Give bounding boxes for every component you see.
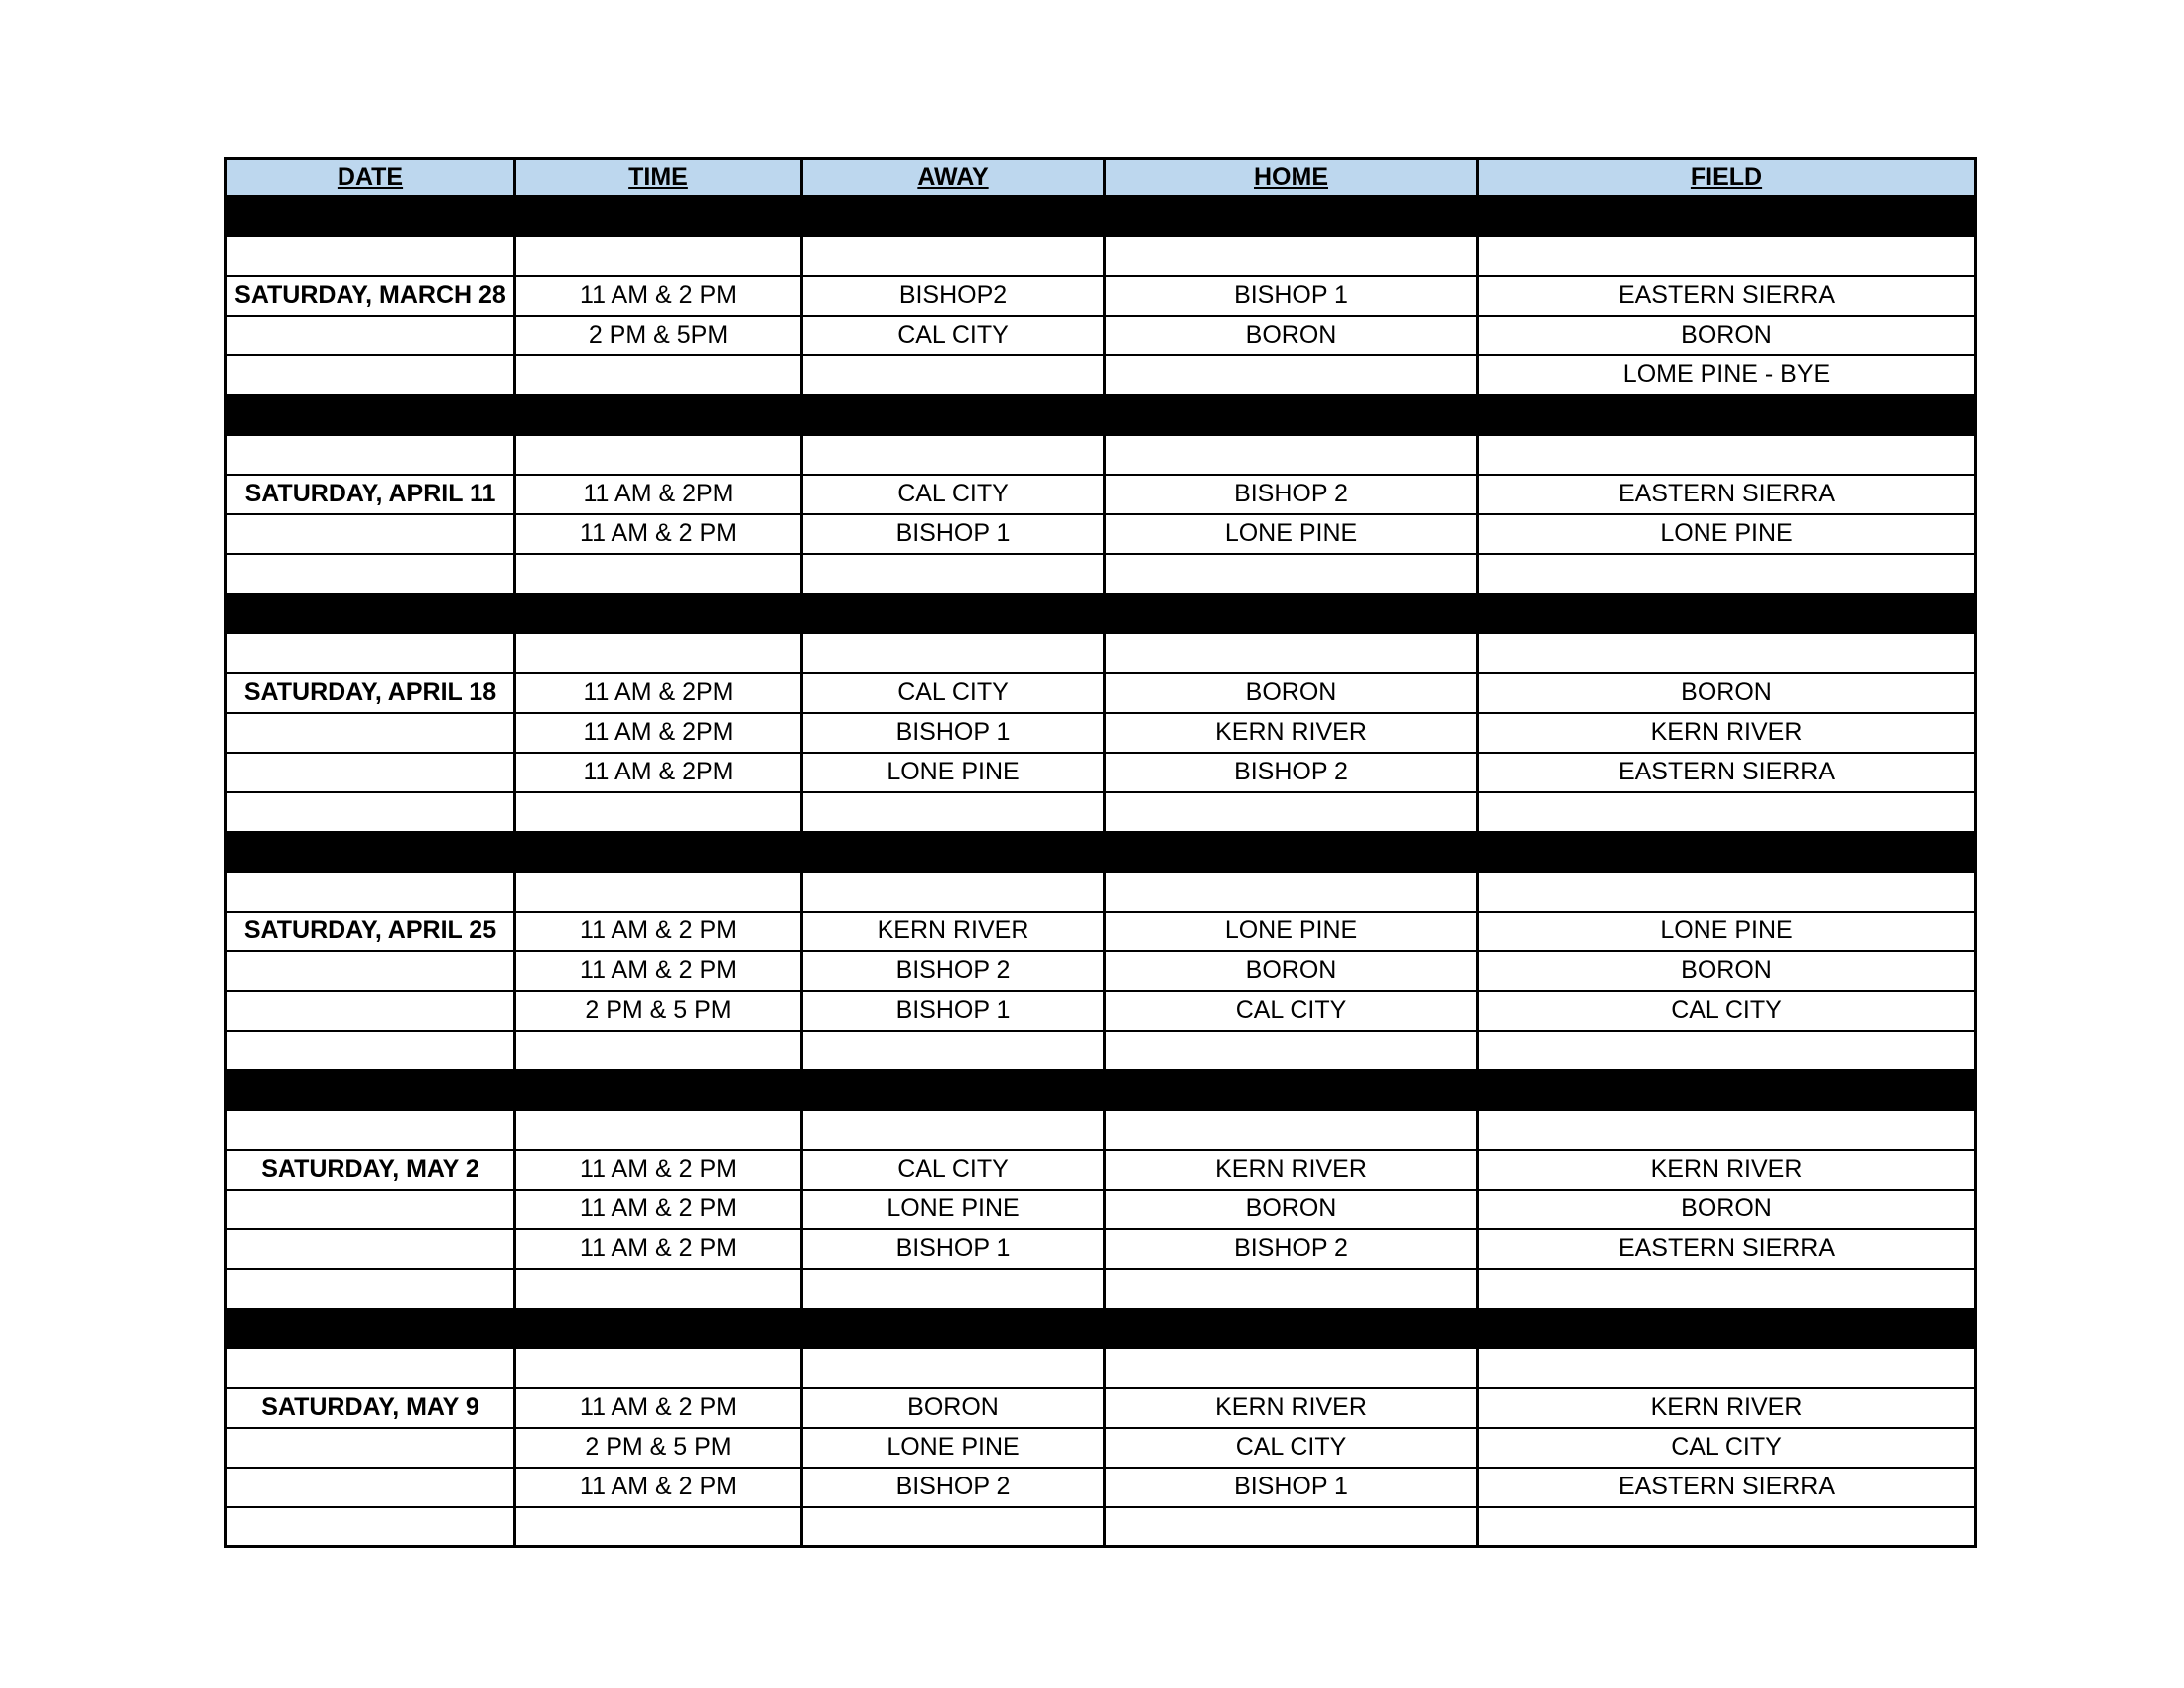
game-away: CAL CITY [802,1150,1105,1190]
blank-cell [515,633,802,673]
blank-cell [226,633,515,673]
separator-cell [515,395,802,435]
blank-row [226,1031,1976,1070]
blank-row [226,1269,1976,1309]
separator-cell [1478,832,1976,872]
separator-cell [1105,395,1478,435]
game-date-empty [226,991,515,1031]
blank-cell [1105,236,1478,276]
separator-cell [1478,395,1976,435]
game-time: 11 AM & 2PM [515,753,802,792]
blank-cell [226,554,515,594]
game-field: BORON [1478,316,1976,355]
schedule-body [226,197,1976,1547]
blank-cell [1478,792,1976,832]
separator-cell [226,594,515,633]
week-separator-row [226,395,1976,435]
separator-cell [802,395,1105,435]
separator-cell [1105,832,1478,872]
blank-cell [802,435,1105,475]
blank-cell [515,1031,802,1070]
separator-cell [226,197,515,236]
game-date: SATURDAY, APRIL 18 [226,673,515,713]
header-field: FIELD [1478,159,1976,197]
blank-cell [1105,872,1478,912]
game-field: EASTERN SIERRA [1478,753,1976,792]
separator-cell [1478,1070,1976,1110]
game-home: KERN RIVER [1105,1388,1478,1428]
separator-cell [515,832,802,872]
blank-cell [802,554,1105,594]
blank-cell [515,792,802,832]
blank-cell [515,1110,802,1150]
game-away: BISHOP 1 [802,1229,1105,1269]
game-row [226,1150,1976,1190]
week-separator-row [226,832,1976,872]
game-date-empty [226,1229,515,1269]
blank-cell [802,1507,1105,1547]
game-home: BISHOP 1 [1105,1468,1478,1507]
week-separator-row [226,594,1976,633]
game-row [226,1388,1976,1428]
separator-cell [802,594,1105,633]
game-away: BORON [802,1388,1105,1428]
separator-cell [226,395,515,435]
game-home: LONE PINE [1105,912,1478,951]
game-home: KERN RIVER [1105,713,1478,753]
separator-cell [1478,197,1976,236]
game-away: CAL CITY [802,316,1105,355]
blank-cell [1105,792,1478,832]
game-field: KERN RIVER [1478,713,1976,753]
header-row [226,159,1976,197]
blank-cell [1105,1031,1478,1070]
game-away: BISHOP 1 [802,713,1105,753]
game-row [226,753,1976,792]
game-row [226,713,1976,753]
blank-cell [226,435,515,475]
game-row [226,276,1976,316]
week-separator-row [226,197,1976,236]
game-date-empty [226,1190,515,1229]
schedule-table [224,157,1977,1548]
separator-cell [802,1070,1105,1110]
game-date: SATURDAY, APRIL 11 [226,475,515,514]
game-home: CAL CITY [1105,1428,1478,1468]
blank-row [226,236,1976,276]
separator-cell [802,197,1105,236]
game-date: SATURDAY, MAY 9 [226,1388,515,1428]
blank-cell [1478,1031,1976,1070]
game-row [226,475,1976,514]
header-away: AWAY [802,159,1105,197]
game-date-empty [226,355,515,395]
game-away: BISHOP 2 [802,951,1105,991]
game-date-empty [226,753,515,792]
game-time: 11 AM & 2 PM [515,1190,802,1229]
week-separator-row [226,1070,1976,1110]
game-time: 11 AM & 2 PM [515,1468,802,1507]
header-home: HOME [1105,159,1478,197]
game-away: BISHOP 1 [802,514,1105,554]
separator-cell [226,1070,515,1110]
game-field: CAL CITY [1478,991,1976,1031]
separator-cell [226,1309,515,1348]
game-time: 11 AM & 2PM [515,713,802,753]
game-row [226,951,1976,991]
blank-cell [1105,1110,1478,1150]
game-field: EASTERN SIERRA [1478,1229,1976,1269]
game-field: LOME PINE - BYE [1478,355,1976,395]
blank-cell [802,236,1105,276]
game-time: 2 PM & 5PM [515,316,802,355]
blank-cell [1478,1269,1976,1309]
game-home: BORON [1105,951,1478,991]
blank-cell [1478,1507,1976,1547]
blank-cell [1478,435,1976,475]
game-time: 2 PM & 5 PM [515,991,802,1031]
game-field: EASTERN SIERRA [1478,475,1976,514]
header-date: DATE [226,159,515,197]
blank-cell [802,1269,1105,1309]
game-away: CAL CITY [802,475,1105,514]
blank-row [226,633,1976,673]
blank-cell [802,792,1105,832]
game-field: LONE PINE [1478,514,1976,554]
blank-cell [226,792,515,832]
blank-cell [226,1110,515,1150]
header-time: TIME [515,159,802,197]
blank-cell [515,1348,802,1388]
game-away: CAL CITY [802,673,1105,713]
game-field: LONE PINE [1478,912,1976,951]
game-date: SATURDAY, MARCH 28 [226,276,515,316]
game-home [1105,355,1478,395]
game-time: 11 AM & 2 PM [515,1150,802,1190]
game-row [226,673,1976,713]
blank-cell [515,236,802,276]
separator-cell [515,1070,802,1110]
game-date-empty [226,713,515,753]
game-date-empty [226,951,515,991]
game-time: 11 AM & 2 PM [515,951,802,991]
game-field: KERN RIVER [1478,1150,1976,1190]
blank-cell [515,872,802,912]
game-away [802,355,1105,395]
game-time [515,355,802,395]
game-time: 2 PM & 5 PM [515,1428,802,1468]
blank-row [226,1348,1976,1388]
blank-cell [515,1269,802,1309]
blank-cell [1478,554,1976,594]
game-time: 11 AM & 2 PM [515,1388,802,1428]
game-time: 11 AM & 2 PM [515,514,802,554]
game-field: KERN RIVER [1478,1388,1976,1428]
separator-cell [1478,594,1976,633]
game-home: CAL CITY [1105,991,1478,1031]
game-home: LONE PINE [1105,514,1478,554]
blank-row [226,872,1976,912]
blank-cell [515,435,802,475]
game-away: LONE PINE [802,1428,1105,1468]
game-away: BISHOP 1 [802,991,1105,1031]
separator-cell [802,832,1105,872]
blank-cell [1478,1110,1976,1150]
blank-cell [1478,1348,1976,1388]
blank-row [226,1110,1976,1150]
game-home: BISHOP 2 [1105,475,1478,514]
game-time: 11 AM & 2PM [515,475,802,514]
separator-cell [515,1309,802,1348]
game-row [226,1190,1976,1229]
game-field: BORON [1478,1190,1976,1229]
blank-cell [802,1031,1105,1070]
game-row [226,1229,1976,1269]
game-date-empty [226,1428,515,1468]
blank-cell [1478,633,1976,673]
blank-cell [515,1507,802,1547]
game-home: BORON [1105,673,1478,713]
separator-cell [515,594,802,633]
game-away: LONE PINE [802,753,1105,792]
blank-cell [226,236,515,276]
week-separator-row [226,1309,1976,1348]
game-row [226,912,1976,951]
blank-row [226,554,1976,594]
game-home: BORON [1105,1190,1478,1229]
separator-cell [1478,1309,1976,1348]
game-time: 11 AM & 2PM [515,673,802,713]
separator-cell [1105,594,1478,633]
game-away: KERN RIVER [802,912,1105,951]
blank-cell [1105,554,1478,594]
blank-cell [1478,236,1976,276]
blank-cell [226,1348,515,1388]
game-away: BISHOP 2 [802,1468,1105,1507]
separator-cell [1105,1070,1478,1110]
blank-cell [802,1110,1105,1150]
game-row [226,355,1976,395]
game-home: BISHOP 1 [1105,276,1478,316]
game-row [226,1468,1976,1507]
game-date-empty [226,1468,515,1507]
blank-cell [1105,1348,1478,1388]
game-row [226,514,1976,554]
blank-cell [1105,1269,1478,1309]
game-date-empty [226,514,515,554]
blank-cell [1105,1507,1478,1547]
game-row [226,1428,1976,1468]
game-time: 11 AM & 2 PM [515,276,802,316]
game-field: BORON [1478,951,1976,991]
game-home: BISHOP 2 [1105,1229,1478,1269]
blank-row [226,435,1976,475]
blank-cell [802,872,1105,912]
separator-cell [1105,197,1478,236]
game-away: LONE PINE [802,1190,1105,1229]
game-field: CAL CITY [1478,1428,1976,1468]
game-date-empty [226,316,515,355]
blank-cell [226,1269,515,1309]
blank-row [226,792,1976,832]
blank-cell [1105,633,1478,673]
blank-cell [515,554,802,594]
blank-cell [226,872,515,912]
blank-cell [802,1348,1105,1388]
game-away: BISHOP2 [802,276,1105,316]
separator-cell [802,1309,1105,1348]
game-row [226,991,1976,1031]
game-field: BORON [1478,673,1976,713]
game-date: SATURDAY, APRIL 25 [226,912,515,951]
game-date: SATURDAY, MAY 2 [226,1150,515,1190]
blank-cell [802,633,1105,673]
game-home: BORON [1105,316,1478,355]
game-time: 11 AM & 2 PM [515,912,802,951]
game-home: KERN RIVER [1105,1150,1478,1190]
separator-cell [1105,1309,1478,1348]
separator-cell [515,197,802,236]
game-row [226,316,1976,355]
blank-cell [226,1031,515,1070]
blank-cell [1478,872,1976,912]
blank-cell [226,1507,515,1547]
game-home: BISHOP 2 [1105,753,1478,792]
blank-row [226,1507,1976,1547]
game-time: 11 AM & 2 PM [515,1229,802,1269]
game-field: EASTERN SIERRA [1478,1468,1976,1507]
blank-cell [1105,435,1478,475]
separator-cell [226,832,515,872]
game-field: EASTERN SIERRA [1478,276,1976,316]
